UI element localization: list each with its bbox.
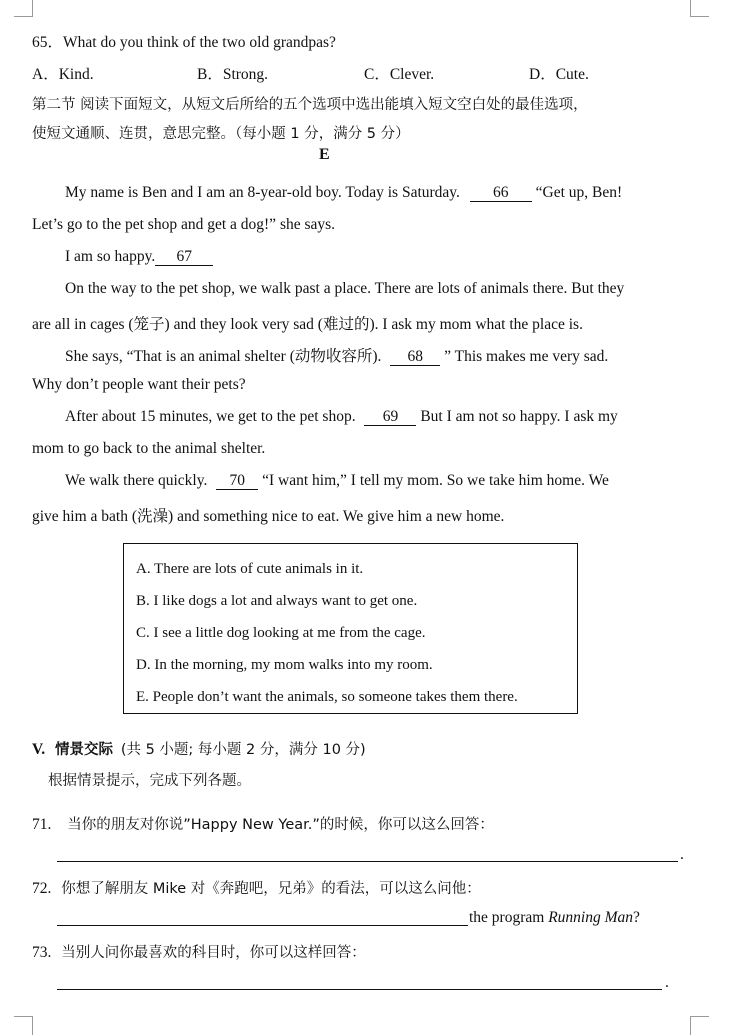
passage-line: Let’s go to the pet shop and get a dog!” she says. [32,216,336,233]
passage-line [65,408,618,426]
crop-mark-bottom-right [690,1016,709,1035]
question-72 [32,877,481,898]
passage-text: She says, “That is an animal shelter (动物收容所). [65,348,382,365]
passage-text: We walk there quickly. [65,472,208,489]
answer-line-end: . [680,846,684,863]
crop-mark-top-left [14,0,33,17]
passage-line [65,184,622,202]
passage-line [65,472,609,490]
passage-text: But I am not so happy. I ask my [420,408,618,425]
crop-mark-top-right [690,0,709,17]
question-text: 当别人问你最喜欢的科目时，你可以这样回答： [61,945,366,961]
question-73 [32,941,366,962]
question-number: 73. [32,944,52,961]
question-71 [32,813,494,834]
q65-option-c: C．Clever. [364,66,435,83]
passage-line: give him a bath (洗澡) and something nice to eat. We give him a new home. [32,508,505,525]
blank-68: 68 [390,349,440,366]
crop-mark-bottom-left [14,1016,33,1035]
passage-line: Why don’t people want their pets? [32,376,246,393]
choice-e: E. People don’t want the animals, so someone takes them there. [136,689,518,705]
answer-line-72[interactable] [57,925,468,926]
passage-text: I am so happy. [65,248,156,265]
answer-choices-box [123,543,578,714]
passage-text: “Get up, Ben! [535,184,623,201]
passage-line: On the way to the pet shop, we walk past a place. There are lots of animals there. But they [65,280,625,297]
q65-option-a: A．Kind. [32,66,94,83]
answer-line-end: . [665,974,669,991]
blank-69: 69 [364,409,416,426]
passage-line: are all in cages (笼子) and they look very sad (难过的). I ask my mom what the place is. [32,316,583,333]
passage-title: E [319,146,330,163]
section5-title: 情景交际 [54,742,113,758]
passage-text: ” This makes me very sad. [444,348,609,365]
section2-instruction-line2: 使短文通顺、连贯，意思完整。（每小题 1 分，满分 5 分） [32,126,410,142]
choice-c: C. I see a little dog looking at me from the cage. [136,625,426,641]
choice-b: B. I like dogs a lot and always want to get one. [136,593,418,609]
answer-line-73[interactable] [57,989,662,990]
question-65-stem: 65．What do you think of the two old grandpas? [32,34,336,51]
passage-line [65,248,213,266]
q65-option-d: D．Cute. [529,66,589,83]
section5-note: (共 5 小题; 每小题 2 分，满分 10 分) [120,742,366,758]
choice-a: A. There are lots of cute animals in it. [136,561,364,577]
program-name: Running Man [548,909,634,926]
passage-text: “I want him,” I tell my mom. So we take him home. We [262,472,609,489]
passage-line [65,344,608,366]
blank-70: 70 [216,473,258,490]
passage-text: My name is Ben and I am an 8-year-old boy. Today is Saturday. [65,184,460,201]
q65-option-b: B．Strong. [197,66,269,83]
section5-heading [32,738,366,759]
blank-67: 67 [155,249,213,266]
q72-question-mark: ? [633,909,640,926]
section5-number: V. [32,741,46,758]
passage-line: mom to go back to the animal shelter. [32,440,266,457]
passage-text: After about 15 minutes, we get to the pet shop. [65,408,356,425]
blank-66: 66 [470,185,532,202]
section5-instruction: 根据情景提示，完成下列各题。 [48,773,251,789]
choice-d: D. In the morning, my mom walks into my room. [136,657,433,673]
q72-tail [469,909,640,927]
question-text: 你想了解朋友 Mike 对《奔跑吧，兄弟》的看法，可以这么问他： [61,881,481,897]
answer-line-71[interactable] [57,861,678,862]
section2-instruction-line1: 第二节 阅读下面短文，从短文后所给的五个选项中选出能填入短文空白处的最佳选项， [32,97,588,113]
q72-tail-text: the program [469,909,549,926]
question-text: 当你的朋友对你说”Happy New Year.”的时候，你可以这么回答： [67,817,494,833]
question-number: 71. [32,816,52,833]
question-number: 72. [32,880,52,897]
